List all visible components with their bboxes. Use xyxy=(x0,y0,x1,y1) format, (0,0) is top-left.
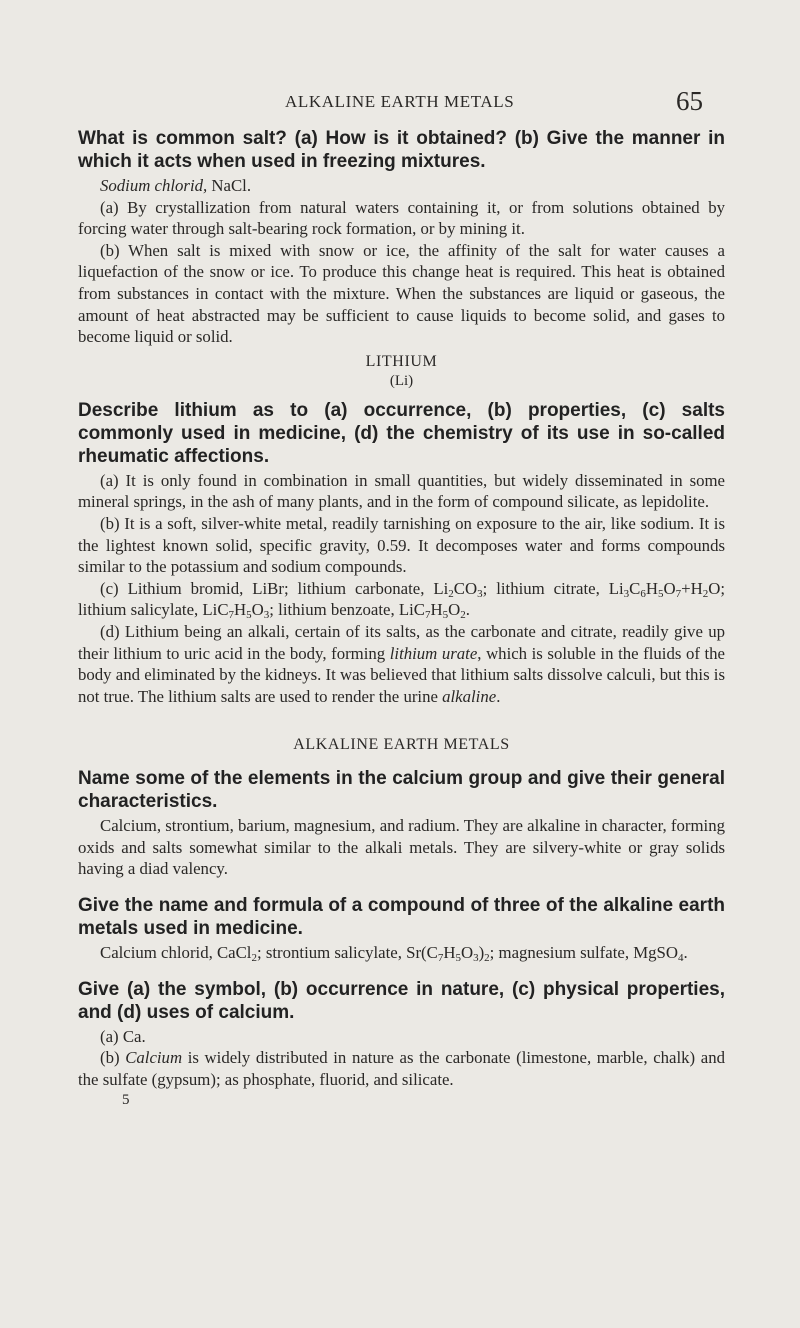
answer-lithium-c: (c) Lithium bromid, LiBr; lithium carbonate, $Li_2CO_3$; lithium citrate, $Li_3C_6H_5O_7+H_2O$; lithium salicylate, $LiC_7H_5O_3$; lithium benzoate, $LiC_7H_5O_2$. xyxy=(78,578,725,622)
answer-lithium-b: (b) It is a soft, silver-white metal, readily tarnishing on exposure to the air, like sodium. It is the lightest known solid, specific gravity, 0.59. It decomposes water and forms compounds similar to the potassium and sodium compounds. xyxy=(78,513,725,577)
running-title: ALKALINE EARTH METALS xyxy=(285,92,515,111)
signature-mark: 5 xyxy=(122,1092,130,1109)
section-symbol-lithium: (Li) xyxy=(389,372,414,389)
question-compounds: Give the name and formula of a compound of three of the alkaline earth metals used in medicine. xyxy=(78,895,725,940)
question-calcium: Give (a) the symbol, (b) occurrence in nature, (c) physical properties, and (d) uses of calcium. xyxy=(78,978,725,1023)
section-heading-alkaline-earth: ALKALINE EARTH METALS xyxy=(293,736,510,754)
question-calcium-group: Name some of the elements in the calcium group and give their general characteristics. xyxy=(78,768,725,813)
answer-compounds: Calcium chlorid, CaCl$_2$; strontium salicylate, $Sr(C_7H_5O_3)_2$; magnesium sulfate, MgSO$_4$. xyxy=(100,943,688,965)
question-lithium: Describe lithium as to (a) occurrence, (b) properties, (c) salts commonly used in medicine, (d) the chemistry of its use in so-called rheumatic affections. xyxy=(78,399,725,467)
question-common-salt: What is common salt? (a) How is it obtained? (b) Give the manner in which it acts when used in freezing mixtures. xyxy=(78,128,725,172)
answer-calcium-b: (b) Calcium is widely distributed in nature as the carbonate (limestone, marble, chalk) and the sulfate (gypsum); as phosphate, fluorid, and silicate. xyxy=(78,1048,725,1089)
compound-name: Sodium chlorid, xyxy=(100,176,208,195)
answer-calcium-group: Calcium, strontium, barium, magnesium, and radium. They are alkaline in character, forming oxids and salts somewhat similar to the alkali metals. They are silvery-white or gray solids having a diad valency. xyxy=(78,816,725,879)
answer-a: (a) By crystallization from natural waters containing it, or from solutions obtained by forcing water through salt-bearing rock formation, or by mining it. xyxy=(78,197,725,239)
answer-sodium-chlorid xyxy=(78,175,725,197)
page-content xyxy=(78,127,725,1110)
running-header xyxy=(0,86,800,120)
answer-lithium-d: (d) Lithium being an alkali, certain of its salts, as the carbonate and citrate, readily give up their lithium to uric acid in the body, forming lithium urate, which is soluble in the fluids of the body and eliminated by the kidneys. It was believed that lithium salts dissolve calculi, but this is not true. The lithium salts are used to render the urine alkaline. xyxy=(78,621,725,706)
section-heading-lithium: LITHIUM xyxy=(365,352,438,370)
page-number: 65 xyxy=(676,86,703,116)
answer-calcium-a: (a) Ca. xyxy=(100,1026,146,1046)
compound-formula: NaCl. xyxy=(211,176,252,195)
answer-b: (b) When salt is mixed with snow or ice, the affinity of the salt for water causes a liquefaction of the snow or ice. To produce this change heat is required. This heat is obtained from substances in contact with the mixture. When the substances are liquid or gaseous, the amount of heat abstracted may be sufficient to cause liquids to become solid, and gases to become liquid or solid. xyxy=(78,240,725,347)
answer-lithium-a: (a) It is only found in combination in small quantities, but widely disseminated in some mineral springs, in the ash of many plants, and in the form of compound silicate, as lepidolite. xyxy=(78,470,725,512)
